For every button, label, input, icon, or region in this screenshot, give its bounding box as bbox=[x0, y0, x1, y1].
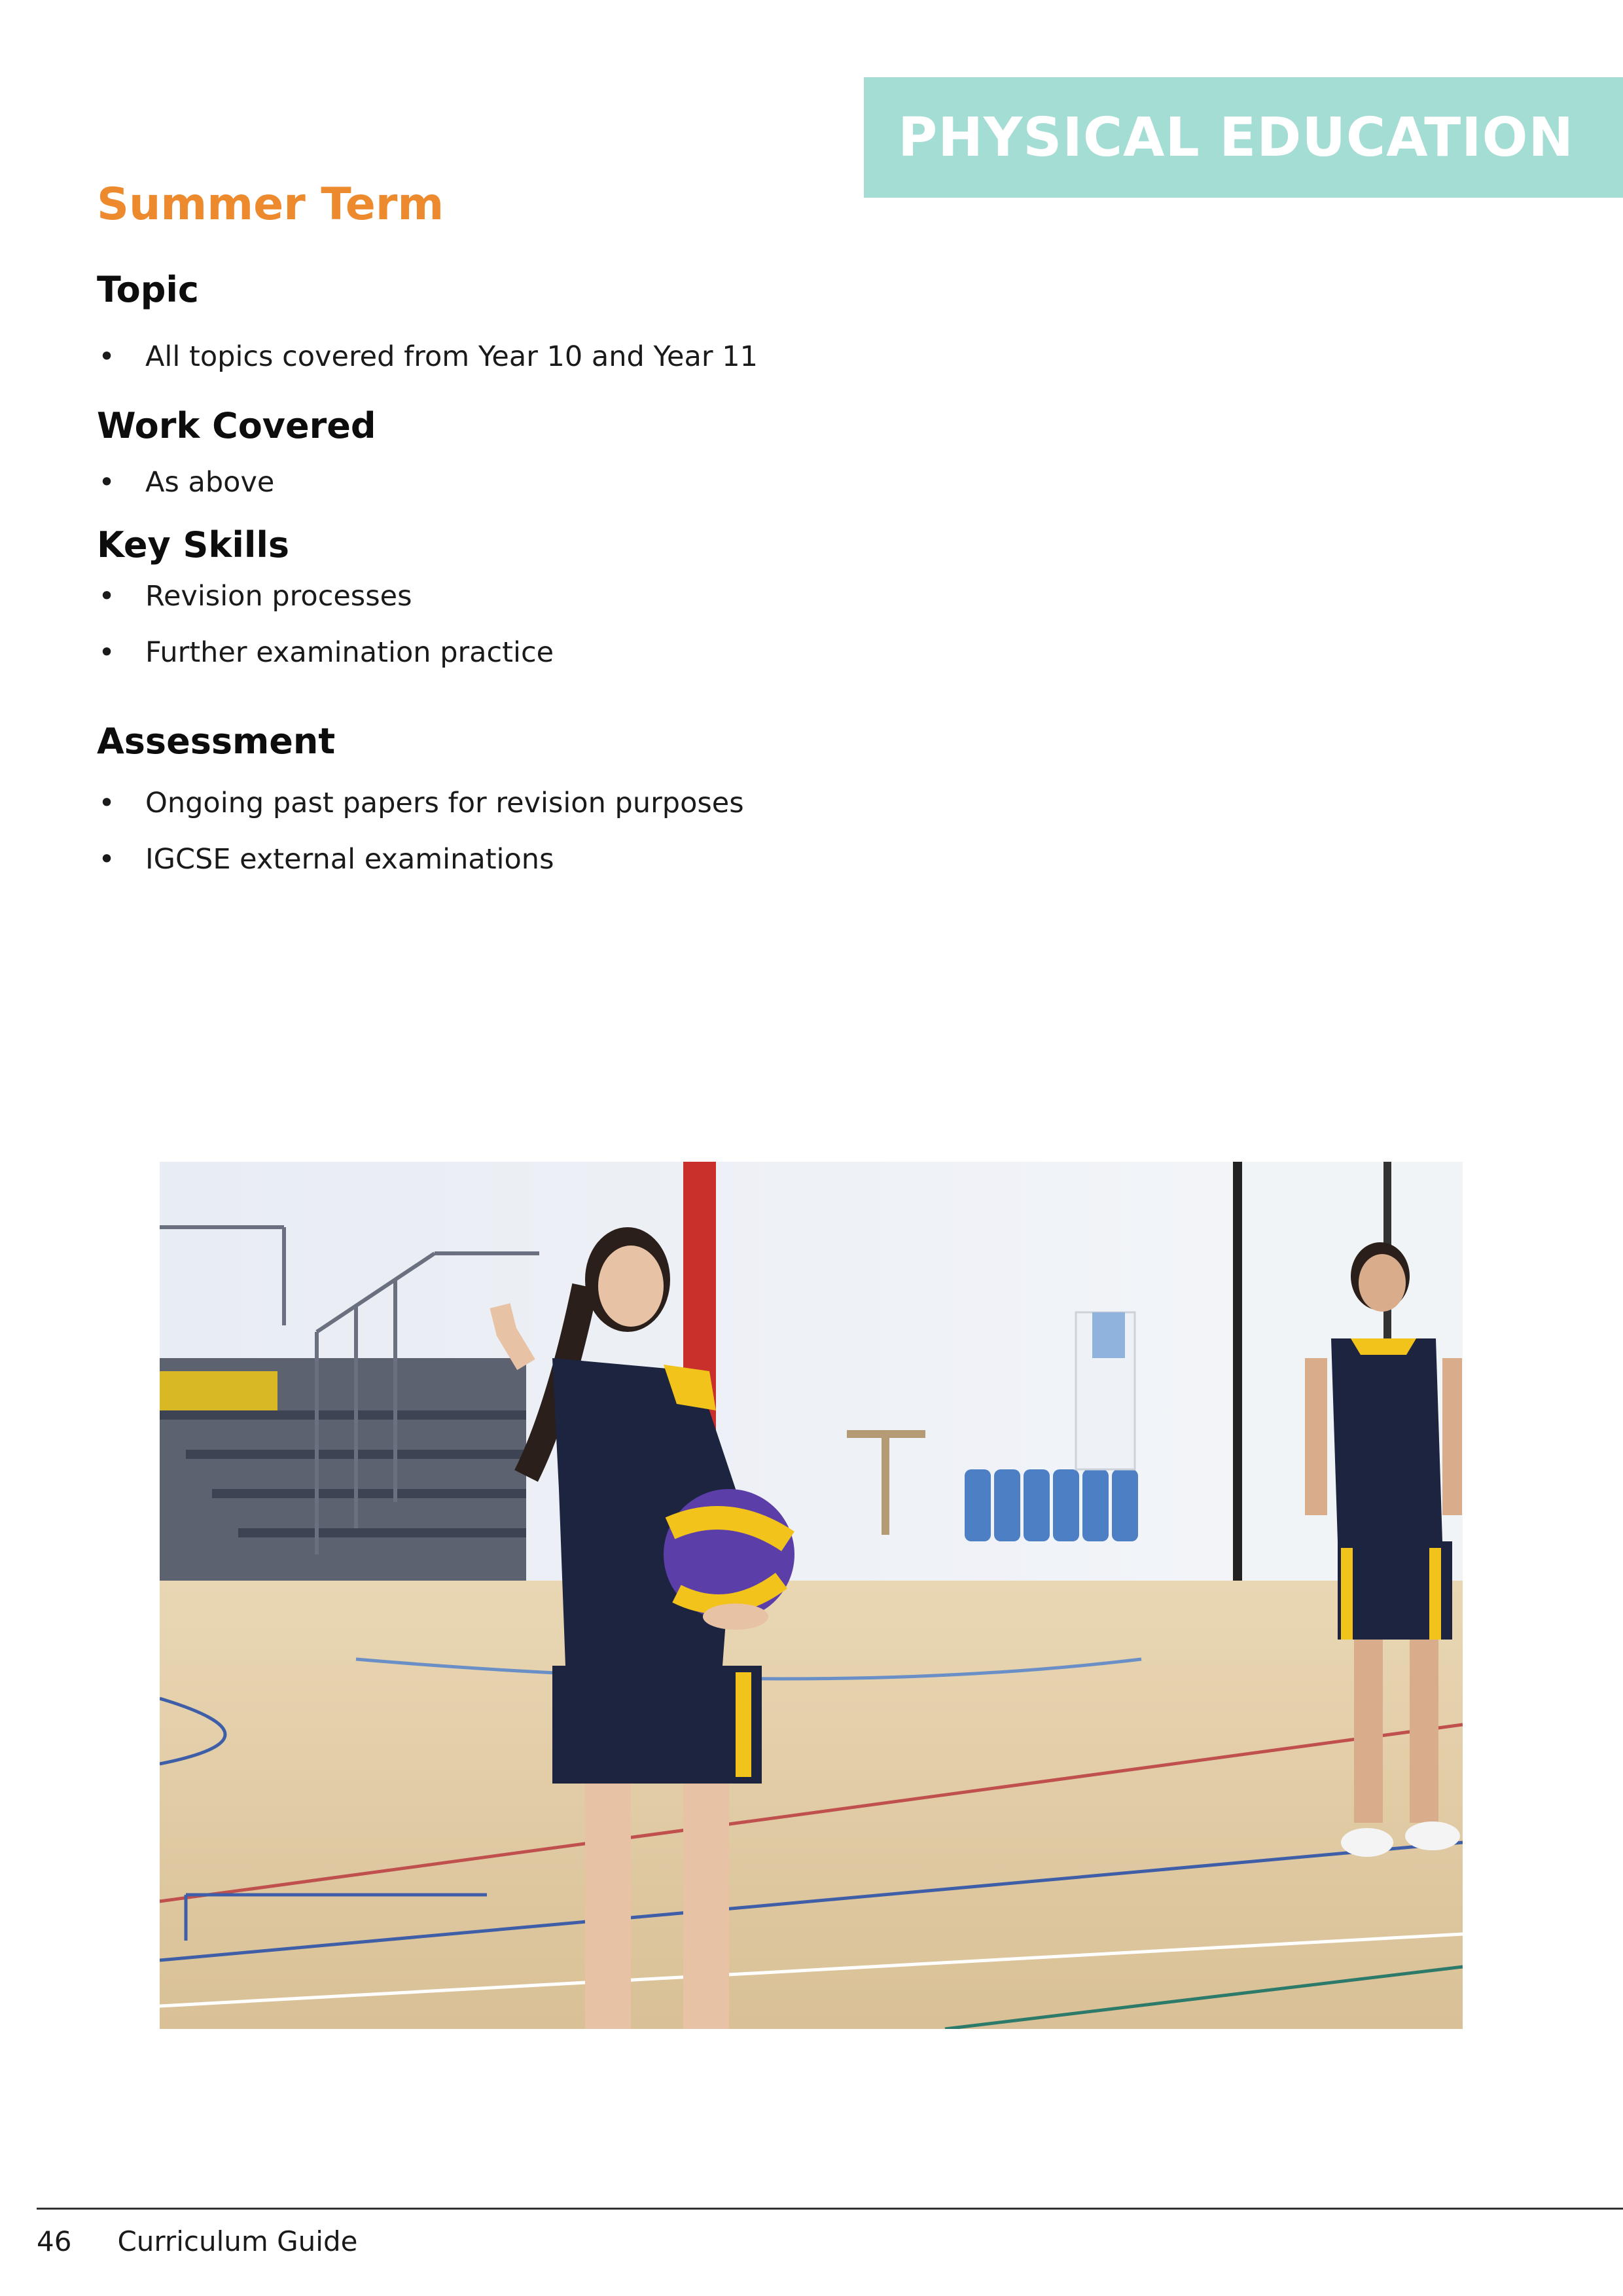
list-item: • All topics covered from Year 10 and Year 11 bbox=[98, 340, 758, 373]
list-item: • As above bbox=[98, 466, 275, 499]
term-title: Summer Term bbox=[97, 179, 444, 230]
volleyball-photo bbox=[160, 1162, 1463, 2029]
page-number: 46 bbox=[37, 2225, 72, 2257]
footer-label: Curriculum Guide bbox=[117, 2225, 358, 2257]
section-heading: Work Covered bbox=[97, 405, 376, 446]
bullet-list bbox=[97, 568, 948, 681]
bullet-list bbox=[97, 454, 948, 511]
bullet-list bbox=[97, 775, 948, 888]
bullet-list bbox=[97, 329, 948, 385]
footer-divider bbox=[37, 2208, 1623, 2210]
section-topic bbox=[97, 267, 948, 385]
list-item: • Ongoing past papers for revision purposes bbox=[98, 787, 744, 819]
section-heading: Topic bbox=[97, 269, 199, 310]
list-item: • Revision processes bbox=[98, 580, 412, 613]
list-item: • Further examination practice bbox=[98, 636, 554, 669]
section-work-covered bbox=[97, 403, 948, 511]
list-item: • IGCSE external examinations bbox=[98, 843, 554, 876]
section-heading: Key Skills bbox=[97, 524, 289, 565]
page-footer bbox=[37, 2225, 357, 2257]
subject-banner bbox=[864, 77, 1623, 198]
section-key-skills bbox=[97, 522, 948, 681]
section-heading: Assessment bbox=[97, 721, 336, 762]
subject-title: PHYSICAL EDUCATION bbox=[898, 106, 1574, 169]
section-assessment bbox=[97, 719, 948, 888]
main-content bbox=[97, 175, 948, 888]
